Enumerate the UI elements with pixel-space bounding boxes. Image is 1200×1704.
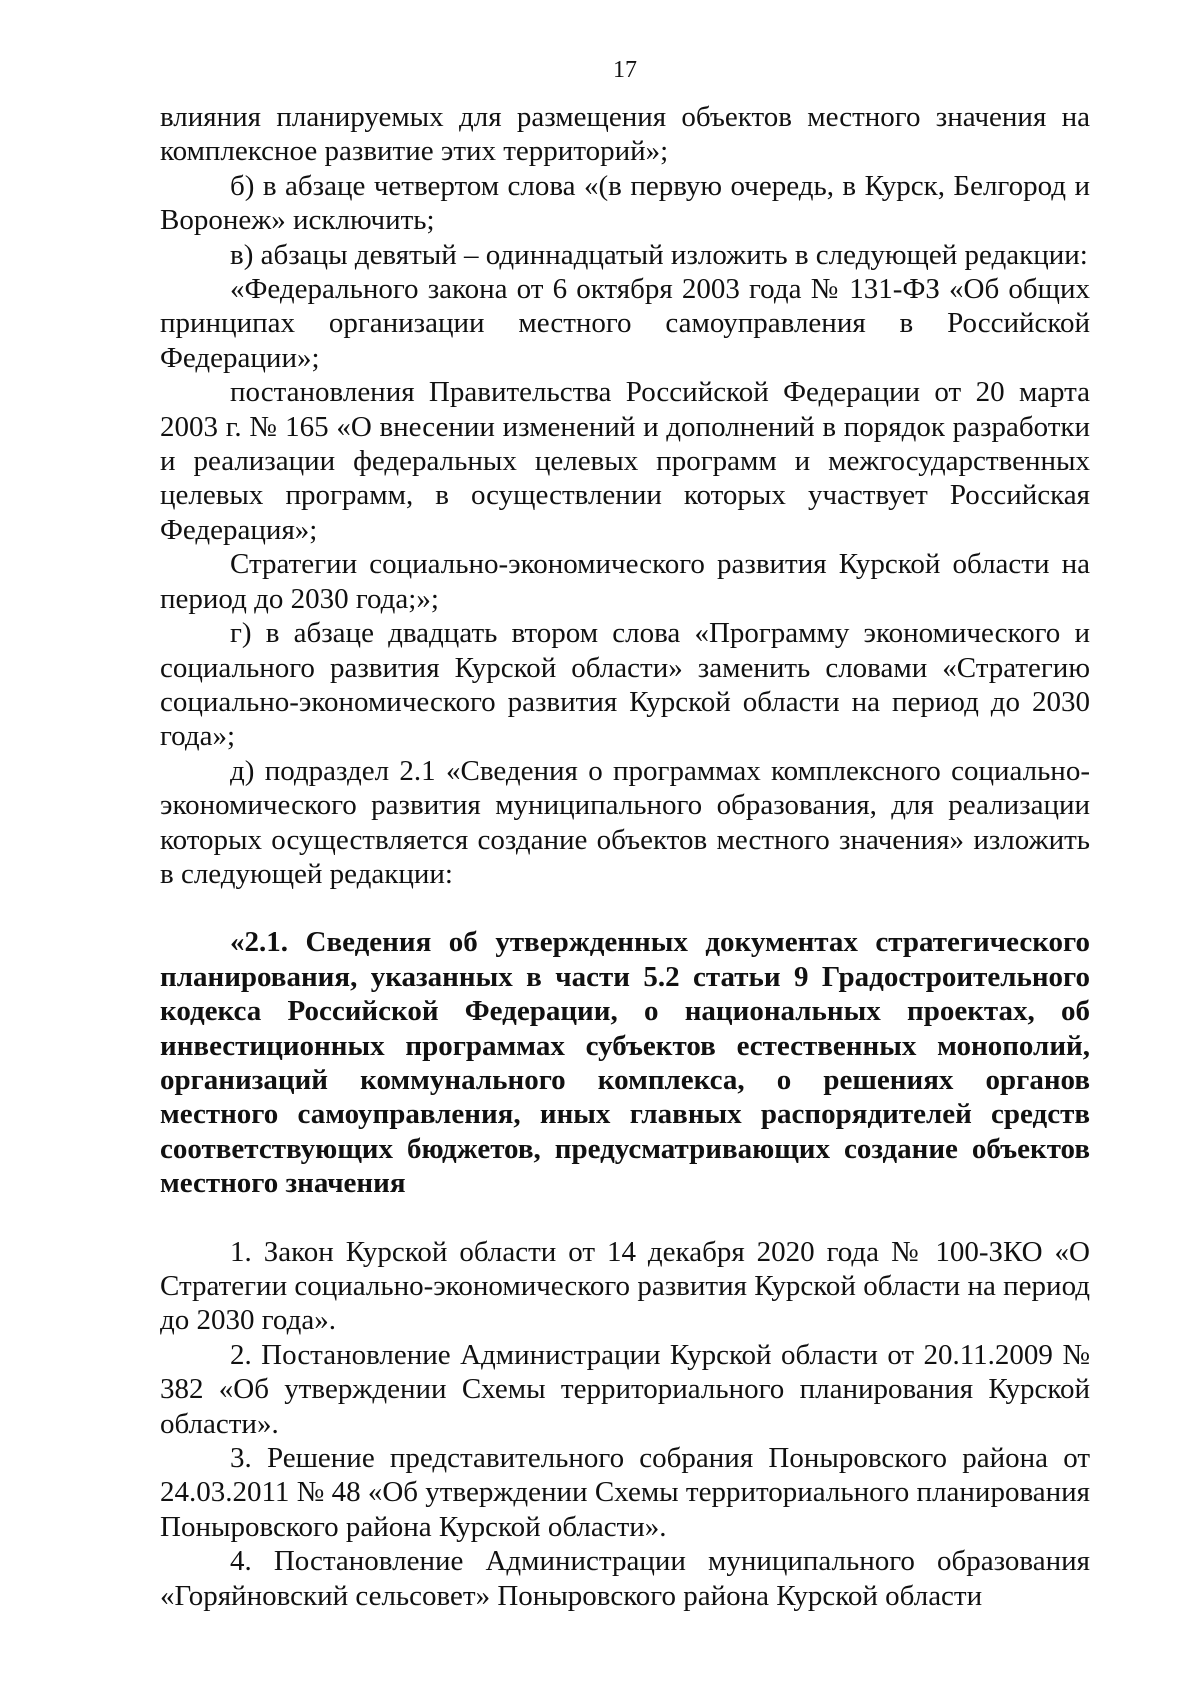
amendments-section bbox=[160, 100, 1090, 891]
documents-list bbox=[160, 1235, 1090, 1613]
paragraph: постановления Правительства Российской Федерации от 20 марта 2003 г. № 165 «О внесении изменений и дополнений в порядок разработки и реализации федеральных целевых программ и межгосударственных целевых программ, в осуществлении которых участвует Российская Федерация»; bbox=[160, 376, 1090, 546]
document-page bbox=[160, 52, 1090, 1613]
paragraph: г) в абзаце двадцать втором слова «Программу экономического и социального развития Курской области» заменить словами «Стратегию социально-экономического развития Курской области на период до 2030 года»; bbox=[160, 617, 1090, 753]
list-item: 1. Закон Курской области от 14 декабря 2020 года № 100-ЗКО «О Стратегии социально-экономического развития Курской области на период до 2030 года». bbox=[160, 1235, 1090, 1337]
paragraph: Стратегии социально-экономического развития Курской области на период до 2030 года;»; bbox=[160, 548, 1090, 615]
paragraph: влияния планируемых для размещения объектов местного значения на комплексное развитие этих территорий»; bbox=[160, 101, 1090, 168]
list-item: 2. Постановление Администрации Курской области от 20.11.2009 № 382 «Об утверждении Схемы территориального планирования Курской области». bbox=[160, 1338, 1090, 1440]
section-heading: «2.1. Сведения об утвержденных документах стратегического планирования, указанных в части 5.2 статьи 9 Градостроительного кодекса Российской Федерации, о национальных проектах, об инвестиционных программах субъектов естественных монополий, организаций коммунального комплекса, о решениях органов местного самоуправления, иных главных распорядителей средств соответствующих бюджетов, предусматривающих создание объектов местного значения bbox=[160, 926, 1090, 1200]
list-item: 4. Постановление Администрации муниципального образования «Горяйновский сельсовет» Поныровского района Курской области bbox=[160, 1545, 1090, 1612]
paragraph: б) в абзаце четвертом слова «(в первую очередь, в Курск, Белгород и Воронеж» исключить; bbox=[160, 169, 1090, 237]
page-number: 17 bbox=[613, 57, 637, 83]
list-item: 3. Решение представительного собрания Поныровского района от 24.03.2011 № 48 «Об утверждении Схемы территориального планирования Поныровского района Курской области». bbox=[160, 1442, 1091, 1543]
paragraph: «Федерального закона от 6 октября 2003 года № 131-ФЗ «Об общих принципах организации местного самоуправления в Российской Федерации»; bbox=[160, 273, 1090, 374]
paragraph: в) абзацы девятый – одиннадцатый изложить в следующей редакции: bbox=[230, 238, 1088, 271]
paragraph: д) подраздел 2.1 «Сведения о программах комплексного социально-экономического развития муниципального образования, для реализации которых осуществляется создание объектов местного значения» изложить в следующей редакции: bbox=[160, 754, 1090, 890]
